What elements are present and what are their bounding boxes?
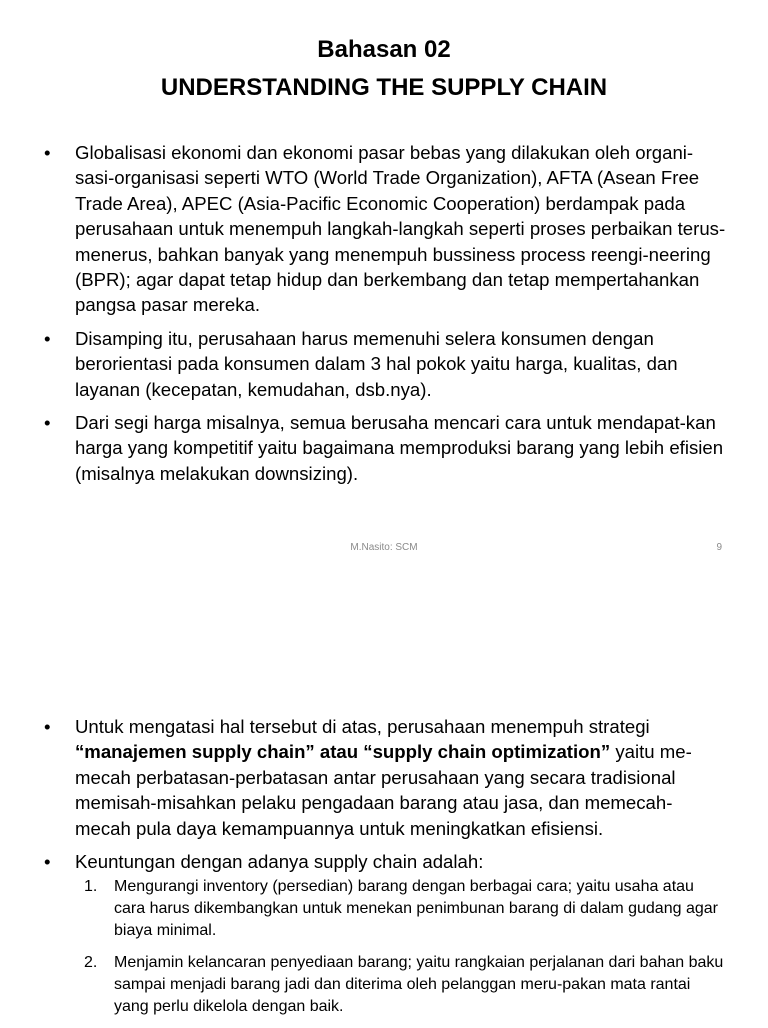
page-number: 9 xyxy=(716,542,722,553)
numbered-item xyxy=(0,952,768,1018)
slide-subtitle: Bahasan 02 xyxy=(317,36,451,63)
bullet-item: • Keuntungan dengan adanya supply chain adalah: xyxy=(0,849,768,874)
bullet-list xyxy=(0,140,768,494)
numbered-item xyxy=(0,876,768,942)
bullet-item: • Disamping itu, perusahaan harus memenuhi selera konsumen dengan berorientasi pada konsumen dalam 3 hal pokok yaitu harga, kualitas, dan layanan (kecepatan, kemudahan, dsb.nya). xyxy=(0,326,768,402)
item-number: 1. xyxy=(84,878,98,895)
bullet-list xyxy=(0,714,768,882)
bullet-item: • Dari segi harga misalnya, semua berusaha mencari cara untuk mendapat-kan harga yang kompetitif yaitu bagaimana memproduksi barang yang lebih efisien (misalnya melakukan downsizing). xyxy=(0,410,768,486)
bullet-item: • Globalisasi ekonomi dan ekonomi pasar bebas yang dilakukan oleh organi-sasi-organisasi seperti WTO (World Trade Organization), AFTA (Asean Free Trade Area), APEC (Asia-Pacific Economic Cooperation) berdampak pada perusahaan untuk menempuh langkah-langkah seperti proses perbaikan terus-menerus, bahkan banyak yang menempuh bussiness process reengi-neering (BPR); agar dapat tetap hidup dan berkembang dan tetap mempertahankan pangsa pasar mereka. xyxy=(0,140,768,318)
slide-footer: M.Nasito: SCM xyxy=(350,542,418,553)
bullet-item xyxy=(0,714,768,841)
item-number: 2. xyxy=(84,954,98,971)
bullet-text: Untuk mengatasi hal tersebut di atas, perusahaan menempuh strategi xyxy=(75,716,650,737)
item-text: Mengurangi inventory (persedian) barang dengan berbagai cara; yaitu usaha atau cara harus dikembangkan untuk menekan penimbunan barang di dalam gudang agar biaya minimal. xyxy=(114,878,718,939)
slide-title: UNDERSTANDING THE SUPPLY CHAIN xyxy=(160,74,608,101)
bullet-text: yaitu me-mecah perbatasan-perbatasan antar perusahaan yang secara tradisional memisah-misahkan pelaku pengadaan barang atau jasa, dan memecah-mecah pula daya kemampuannya untuk meningkatkan efisiensi. xyxy=(75,741,692,839)
item-text: Menjamin kelancaran penyediaan barang; yaitu rangkaian perjalanan dari bahan baku sampai menjadi barang jadi dan diterima oleh pelanggan meru-pakan mata rantai yang perlu dikelola dengan baik. xyxy=(114,954,724,1015)
bold-strategy-text: “manajemen supply chain” atau “supply chain optimization” xyxy=(75,741,611,763)
numbered-list xyxy=(0,876,768,1028)
slide-2 xyxy=(0,700,768,1024)
